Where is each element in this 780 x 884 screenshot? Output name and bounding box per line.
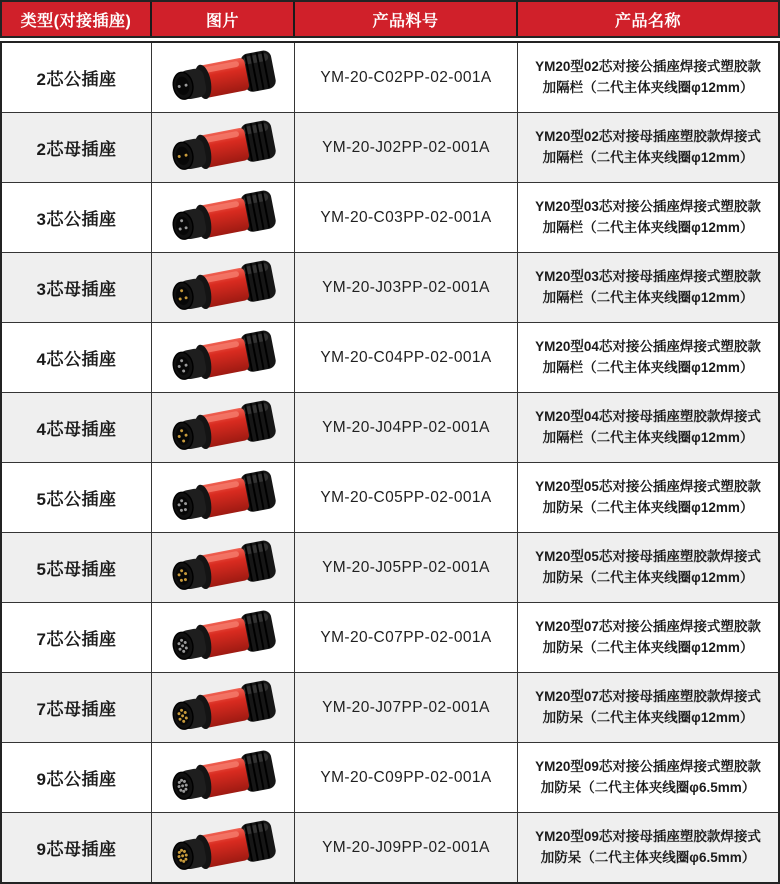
row-type: 4芯母插座 [2, 393, 152, 462]
table-row [2, 183, 778, 253]
product-name-line2: 加隔栏（二代主体夹线圈φ12mm） [542, 359, 754, 375]
row-product-name [518, 743, 778, 812]
row-product-name [518, 603, 778, 672]
product-name-line2: 加隔栏（二代主体夹线圈φ12mm） [542, 429, 754, 445]
product-name-line1: YM20型02芯对接母插座塑胶款焊接式 [535, 128, 761, 144]
product-name-line1: YM20型03芯对接母插座焊接式塑胶款 [535, 268, 761, 284]
product-name-line1: YM20型04芯对接公插座焊接式塑胶款 [535, 338, 761, 354]
product-name-line2: 加防呆（二代主体夹线圈φ6.5mm） [540, 849, 756, 865]
product-name-line2: 加防呆（二代主体夹线圈φ12mm） [542, 639, 754, 655]
row-product-name [518, 673, 778, 742]
product-name-line1: YM20型02芯对接公插座焊接式塑胶款 [535, 58, 761, 74]
connector-body-group [170, 119, 277, 176]
row-image-cell [152, 463, 295, 532]
connector-body-group [170, 469, 277, 526]
table-row [2, 323, 778, 393]
product-name-line1: YM20型07芯对接母插座塑胶款焊接式 [535, 688, 761, 704]
row-product-name [518, 183, 778, 252]
row-image-cell [152, 393, 295, 462]
row-image-cell [152, 533, 295, 602]
row-type: 2芯母插座 [2, 113, 152, 182]
row-product-name [518, 813, 778, 882]
product-name-line1: YM20型07芯对接公插座焊接式塑胶款 [535, 618, 761, 634]
product-name-line2: 加防呆（二代主体夹线圈φ12mm） [542, 569, 754, 585]
row-image-cell [152, 113, 295, 182]
connector-photo [160, 748, 286, 808]
row-image-cell [152, 673, 295, 742]
connector-photo [160, 398, 286, 458]
connector-body-group [170, 819, 277, 876]
product-name-line2: 加隔栏（二代主体夹线圈φ12mm） [542, 219, 754, 235]
column-header-image: 图片 [152, 2, 295, 36]
table-body [0, 41, 780, 884]
product-name-line2: 加防呆（二代主体夹线圈φ12mm） [542, 499, 754, 515]
row-part-number: YM-20-J02PP-02-001A [295, 113, 518, 182]
connector-body-group [170, 329, 277, 386]
product-name-line1: YM20型04芯对接母插座塑胶款焊接式 [535, 408, 761, 424]
row-type: 5芯公插座 [2, 463, 152, 532]
connector-photo [160, 258, 286, 318]
row-type: 9芯公插座 [2, 743, 152, 812]
connector-photo [160, 118, 286, 178]
product-name-line1: YM20型05芯对接母插座塑胶款焊接式 [535, 548, 761, 564]
row-product-name [518, 323, 778, 392]
product-name-line1: YM20型05芯对接公插座焊接式塑胶款 [535, 478, 761, 494]
row-type: 2芯公插座 [2, 43, 152, 112]
connector-body-group [170, 259, 277, 316]
product-name-line1: YM20型09芯对接母插座塑胶款焊接式 [535, 828, 761, 844]
row-type: 7芯公插座 [2, 603, 152, 672]
connector-body-group [170, 609, 277, 666]
connector-body-group [170, 679, 277, 736]
connector-photo [160, 468, 286, 528]
connector-body-group [170, 539, 277, 596]
row-type: 9芯母插座 [2, 813, 152, 882]
row-product-name [518, 463, 778, 532]
connector-photo [160, 328, 286, 388]
row-part-number: YM-20-C04PP-02-001A [295, 323, 518, 392]
product-name-line2: 加隔栏（二代主体夹线圈φ12mm） [542, 289, 754, 305]
table-row [2, 253, 778, 323]
column-header-product-name: 产品名称 [614, 12, 681, 30]
product-name-line2: 加隔栏（二代主体夹线圈φ12mm） [542, 79, 754, 95]
table-row [2, 533, 778, 603]
table-row [2, 393, 778, 463]
row-image-cell [152, 603, 295, 672]
table-row [2, 463, 778, 533]
connector-body-group [170, 189, 277, 246]
table-header [0, 0, 780, 38]
row-part-number: YM-20-C09PP-02-001A [295, 743, 518, 812]
connector-photo [160, 818, 286, 878]
row-type: 3芯母插座 [2, 253, 152, 322]
row-type: 4芯公插座 [2, 323, 152, 392]
row-part-number: YM-20-J09PP-02-001A [295, 813, 518, 882]
row-product-name [518, 393, 778, 462]
row-part-number: YM-20-C07PP-02-001A [295, 603, 518, 672]
row-image-cell [152, 323, 295, 392]
table-row [2, 673, 778, 743]
row-part-number: YM-20-J05PP-02-001A [295, 533, 518, 602]
row-type: 7芯母插座 [2, 673, 152, 742]
row-product-name [518, 253, 778, 322]
row-type: 5芯母插座 [2, 533, 152, 602]
row-image-cell [152, 253, 295, 322]
row-product-name [518, 43, 778, 112]
row-part-number: YM-20-J04PP-02-001A [295, 393, 518, 462]
connector-photo [160, 678, 286, 738]
table-row [2, 43, 778, 113]
row-image-cell [152, 43, 295, 112]
product-name-line1: YM20型09芯对接公插座焊接式塑胶款 [535, 758, 761, 774]
row-type: 3芯公插座 [2, 183, 152, 252]
column-header-type: 类型(对接插座) [2, 2, 152, 36]
row-image-cell [152, 183, 295, 252]
row-part-number: YM-20-C05PP-02-001A [295, 463, 518, 532]
connector-photo [160, 608, 286, 668]
table-row [2, 813, 778, 882]
table-row [2, 603, 778, 673]
row-product-name [518, 533, 778, 602]
row-part-number: YM-20-C02PP-02-001A [295, 43, 518, 112]
table-row [2, 113, 778, 183]
row-image-cell [152, 813, 295, 882]
connector-body-group [170, 49, 277, 106]
column-header-part-number: 产品料号 [295, 2, 518, 36]
connector-body-group [170, 749, 277, 806]
connector-photo [160, 48, 286, 108]
product-name-line2: 加防呆（二代主体夹线圈φ12mm） [542, 709, 754, 725]
connector-photo [160, 538, 286, 598]
row-image-cell [152, 743, 295, 812]
table-row [2, 743, 778, 813]
row-product-name [518, 113, 778, 182]
product-name-line2: 加防呆（二代主体夹线圈φ6.5mm） [540, 779, 756, 795]
row-part-number: YM-20-J07PP-02-001A [295, 673, 518, 742]
product-name-line1: YM20型03芯对接公插座焊接式塑胶款 [535, 198, 761, 214]
product-name-line2: 加隔栏（二代主体夹线圈φ12mm） [542, 149, 754, 165]
connector-photo [160, 188, 286, 248]
connector-body-group [170, 399, 277, 456]
row-part-number: YM-20-J03PP-02-001A [295, 253, 518, 322]
row-part-number: YM-20-C03PP-02-001A [295, 183, 518, 252]
